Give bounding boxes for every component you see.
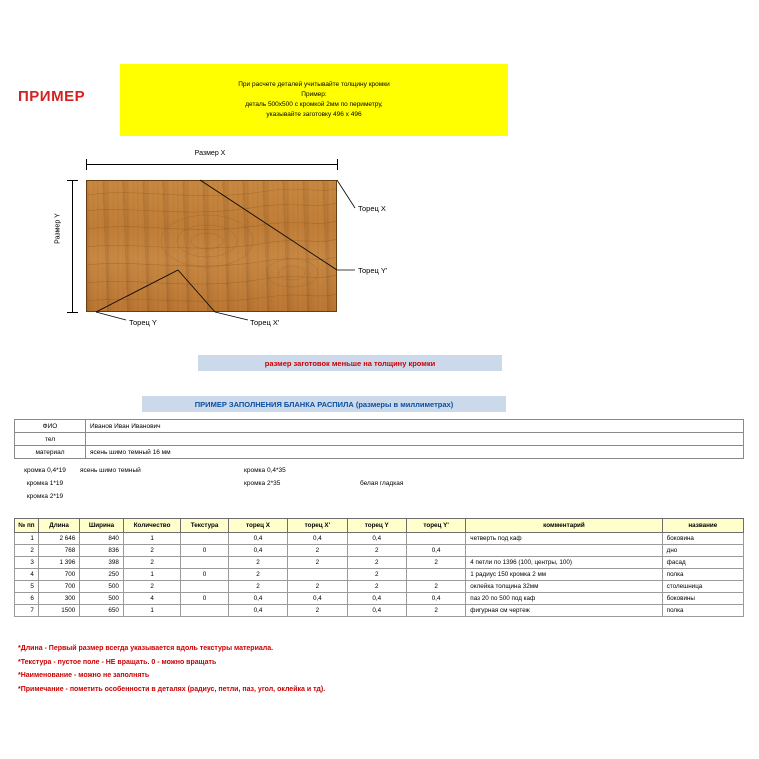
cell-tekstura[interactable]: 0 (181, 569, 229, 581)
cell-torec-y[interactable]: 0,4 (347, 593, 406, 605)
footnote-4: *Примечание - пометить особенности в деталях (радиус, петли, паз, угол, оклейка и тд). (18, 685, 326, 693)
cell-torec-y[interactable]: 2 (347, 545, 406, 557)
cell-torec-x2[interactable]: 2 (288, 557, 347, 569)
cell-nazvanie[interactable]: полка (662, 605, 743, 617)
cell-shirina[interactable]: 650 (80, 605, 124, 617)
dimension-cap-y-top (67, 180, 78, 181)
cell-torec-y2[interactable]: 2 (406, 557, 465, 569)
grain-lines-icon (87, 181, 336, 311)
customer-info-table (14, 419, 744, 459)
cell-torec-x[interactable]: 0,4 (228, 593, 287, 605)
cell-torec-y2[interactable] (406, 533, 465, 545)
wood-grain-texture (87, 181, 336, 311)
page-title: ПРИМЕР (18, 88, 86, 105)
edge-band-row (14, 464, 744, 477)
cell-shirina[interactable]: 836 (80, 545, 124, 557)
cell-kommentariy[interactable]: фигурная см чертеж (466, 605, 662, 617)
panel-diagram (0, 140, 759, 350)
cell-kolichestvo[interactable]: 4 (123, 593, 180, 605)
info-label-phone: тел (15, 433, 86, 446)
col-header-shirina: Ширина (80, 519, 124, 533)
edge-band-label-1b: кромка 0,4*35 (244, 467, 286, 474)
edge-band-value-1[interactable]: ясень шимо темный (80, 467, 141, 474)
note-line-1: При расчете деталей учитывайте толщину кромки (238, 80, 390, 88)
col-header-np: № пп (15, 519, 39, 533)
edge-thickness-note (120, 64, 508, 136)
col-header-nazvanie: название (662, 519, 743, 533)
table-row[interactable] (15, 569, 744, 581)
dimension-cap-x-left (86, 159, 87, 170)
edge-band-value-2b[interactable]: белая гладкая (360, 480, 404, 487)
cell-nazvanie[interactable]: столешница (662, 581, 743, 593)
callout-torec-x: Торец X (358, 204, 386, 213)
edge-band-label-1: кромка 0,4*19 (24, 467, 66, 474)
note-line-2: Пример: (301, 90, 327, 98)
cell-kommentariy[interactable]: четверть под каф (466, 533, 662, 545)
cell-dlina[interactable]: 1 396 (38, 557, 79, 569)
wood-panel (86, 180, 337, 312)
cell-dlina[interactable]: 700 (38, 569, 79, 581)
col-header-tekstura: Текстура (181, 519, 229, 533)
cell-nazvanie[interactable]: фасад (662, 557, 743, 569)
cell-tekstura[interactable] (181, 557, 229, 569)
cell-nazvanie[interactable]: боковина (662, 533, 743, 545)
edge-band-label-3: кромка 2*19 (26, 493, 64, 500)
info-label-fio: ФИО (15, 420, 86, 433)
cell-kolichestvo[interactable]: 1 (123, 605, 180, 617)
cell-tekstura[interactable]: 0 (181, 593, 229, 605)
section-header: ПРИМЕР ЗАПОЛНЕНИЯ БЛАНКА РАСПИЛА (размеры в миллиметрах) (142, 396, 506, 412)
table-row[interactable] (15, 545, 744, 557)
cell-torec-y2[interactable]: 2 (406, 605, 465, 617)
cell-torec-x[interactable]: 0,4 (228, 533, 287, 545)
cell-kommentariy[interactable]: паз 20 по 500 под каф (466, 593, 662, 605)
cell-kommentariy[interactable]: 1 радиус 150 кромка 2 мм (466, 569, 662, 581)
cell-torec-x2[interactable] (288, 569, 347, 581)
footnote-3: *Наименование - можно не заполнять (18, 672, 150, 680)
cell-tekstura[interactable] (181, 605, 229, 617)
cell-kolichestvo[interactable]: 1 (123, 533, 180, 545)
cell-torec-x[interactable]: 2 (228, 569, 287, 581)
footnotes (18, 642, 718, 697)
cell-torec-x[interactable]: 2 (228, 581, 287, 593)
cell-torec-y2[interactable]: 0,4 (406, 545, 465, 557)
cell-np[interactable]: 7 (15, 605, 39, 617)
cell-tekstura[interactable] (181, 581, 229, 593)
callout-torec-x2: Торец X' (250, 318, 280, 327)
dimension-cap-x-right (337, 159, 338, 170)
col-header-dlina: Длина (38, 519, 79, 533)
col-header-kolichestvo: Количество (123, 519, 180, 533)
col-header-torec-x: торец X (228, 519, 287, 533)
cell-np[interactable]: 3 (15, 557, 39, 569)
cell-dlina[interactable]: 700 (38, 581, 79, 593)
cell-kolichestvo[interactable]: 1 (123, 569, 180, 581)
info-row-material (15, 446, 744, 459)
col-header-torec-y2: торец Y' (406, 519, 465, 533)
cell-torec-x2[interactable]: 0,4 (288, 533, 347, 545)
info-value-phone[interactable] (86, 433, 744, 446)
cell-shirina[interactable]: 840 (80, 533, 124, 545)
cell-dlina[interactable]: 300 (38, 593, 79, 605)
cell-np[interactable]: 1 (15, 533, 39, 545)
cell-shirina[interactable]: 398 (80, 557, 124, 569)
cell-shirina[interactable]: 500 (80, 593, 124, 605)
cell-torec-x2[interactable]: 2 (288, 581, 347, 593)
table-row[interactable] (15, 533, 744, 545)
cell-nazvanie[interactable]: дно (662, 545, 743, 557)
cell-torec-y[interactable]: 2 (347, 557, 406, 569)
cell-torec-y2[interactable]: 0,4 (406, 593, 465, 605)
cell-torec-x[interactable]: 0,4 (228, 545, 287, 557)
footnote-2: *Текстура - пустое поле - НЕ вращать. 0 - можно вращать (18, 658, 217, 666)
note-line-3: деталь 500х500 с кромкой 2мм по периметру, (245, 101, 383, 108)
info-value-fio[interactable]: Иванов Иван Иванович (86, 420, 744, 433)
cell-shirina[interactable]: 250 (80, 569, 124, 581)
cell-kommentariy[interactable]: оклейка толщина 32мм (466, 581, 662, 593)
info-row-phone (15, 433, 744, 446)
cell-torec-x2[interactable]: 2 (288, 545, 347, 557)
blank-size-note: размер заготовок меньше на толщину кромки (198, 355, 502, 371)
cell-np[interactable]: 4 (15, 569, 39, 581)
cell-nazvanie[interactable]: боковины (662, 593, 743, 605)
cell-torec-y2[interactable]: 2 (406, 581, 465, 593)
cell-nazvanie[interactable]: полка (662, 569, 743, 581)
cell-dlina[interactable]: 768 (38, 545, 79, 557)
callout-torec-y2: Торец Y' (358, 266, 388, 275)
cell-kolichestvo[interactable]: 2 (123, 581, 180, 593)
edge-band-label-2: кромка 1*19 (26, 480, 64, 487)
dimension-cap-y-bottom (67, 312, 78, 313)
info-row-fio (15, 420, 744, 433)
table-header-row (15, 519, 744, 533)
footnote-1: *Длина - Первый размер всегда указывается вдоль текстуры материала. (18, 645, 274, 652)
col-header-torec-x2: торец X' (288, 519, 347, 533)
cell-tekstura[interactable]: 0 (181, 545, 229, 557)
table-row[interactable] (15, 593, 744, 605)
info-label-material: материал (15, 446, 86, 459)
cell-torec-y2[interactable] (406, 569, 465, 581)
cell-torec-x2[interactable]: 0,4 (288, 593, 347, 605)
cell-torec-x[interactable]: 0,4 (228, 605, 287, 617)
cell-tekstura[interactable] (181, 533, 229, 545)
cell-kommentariy[interactable]: 4 петли по 1396 (100, центры, 100) (466, 557, 662, 569)
edge-band-row (14, 490, 744, 503)
cell-torec-x2[interactable]: 2 (288, 605, 347, 617)
cut-list-table (14, 518, 744, 617)
dimension-line-y (72, 180, 73, 312)
note-line-4: указывайте заготовку 496 х 496 (266, 111, 362, 119)
edge-band-label-2b: кромка 2*35 (244, 480, 281, 487)
cell-torec-y[interactable]: 0,4 (347, 533, 406, 545)
col-header-torec-y: торец Y (347, 519, 406, 533)
cell-dlina[interactable]: 2 646 (38, 533, 79, 545)
table-row[interactable] (15, 581, 744, 593)
info-value-material[interactable]: ясень шимо темный 16 мм (86, 446, 744, 459)
cell-torec-x[interactable]: 2 (228, 557, 287, 569)
cell-torec-y[interactable]: 0,4 (347, 605, 406, 617)
dimension-line-x (86, 164, 337, 165)
edge-band-row (14, 477, 744, 490)
table-row[interactable] (15, 605, 744, 617)
cell-kolichestvo[interactable]: 2 (123, 557, 180, 569)
cell-shirina[interactable]: 500 (80, 581, 124, 593)
cell-torec-y[interactable]: 2 (347, 581, 406, 593)
cell-np[interactable]: 6 (15, 593, 39, 605)
cell-np[interactable]: 2 (15, 545, 39, 557)
cell-torec-y[interactable]: 2 (347, 569, 406, 581)
cell-np[interactable]: 5 (15, 581, 39, 593)
table-row[interactable] (15, 557, 744, 569)
edge-band-block (14, 464, 744, 503)
col-header-kommentariy: комментарий (466, 519, 662, 533)
dimension-label-x: Размер X (194, 150, 226, 157)
cell-kolichestvo[interactable]: 2 (123, 545, 180, 557)
cell-dlina[interactable]: 1500 (38, 605, 79, 617)
callout-torec-y: Торец Y (129, 318, 157, 327)
cell-kommentariy[interactable] (466, 545, 662, 557)
dimension-label-y: Размер Y (54, 213, 62, 244)
